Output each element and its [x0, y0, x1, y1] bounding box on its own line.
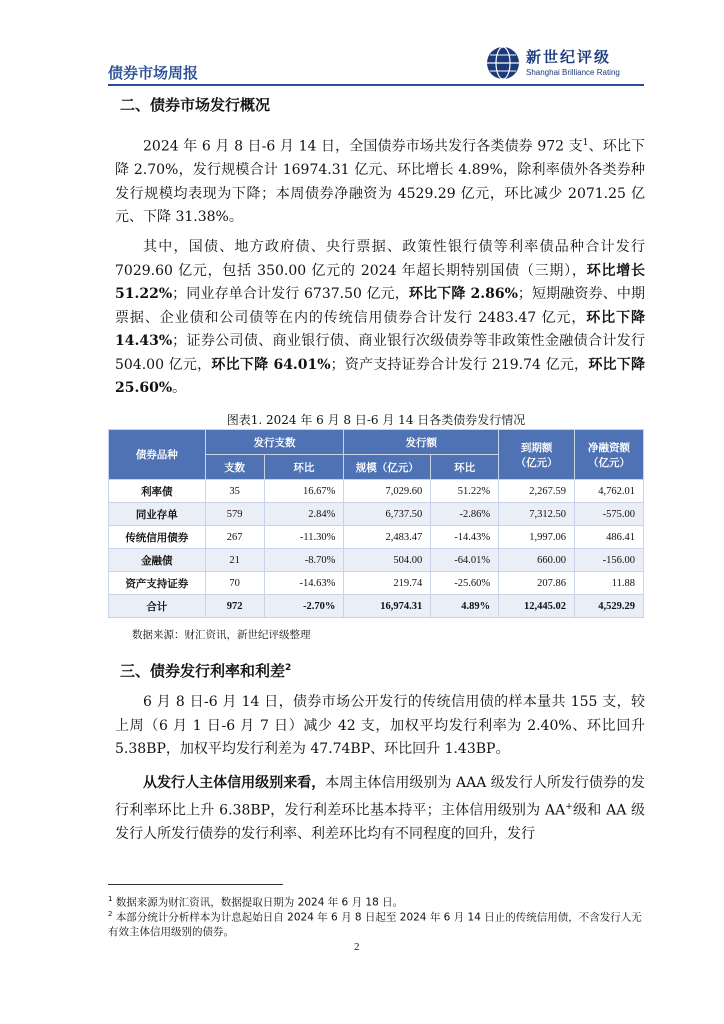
- footnote-ref-2[interactable]: 2: [285, 663, 292, 673]
- table-cell: 4.89%: [431, 595, 499, 618]
- brand-logo: [486, 44, 646, 84]
- table-cell: 4,762.01: [575, 480, 644, 503]
- header-issue-amount: 发行额: [344, 430, 499, 455]
- row-label: 同业存单: [109, 503, 206, 526]
- report-title: 债券市场周报: [108, 64, 199, 82]
- page-number: 2: [354, 941, 360, 953]
- table-cell: 7,029.60: [344, 480, 431, 503]
- header-count-change: 环比: [264, 455, 344, 480]
- paragraph-overview: 2024 年 6 月 8 日-6 月 14 日，全国债券市场共发行各类债券 972 支$^1$、环比下降 2.70%，发行规模合计 16974.31 亿元、环比增长 4.89%，除利率债外各类券种发行规模均表现为下降；本周债券净融资为 4529.29 亿元，环比减少 2071.25 亿元、下降 31.38%。: [115, 138, 646, 226]
- table-cell: -2.86%: [431, 503, 499, 526]
- table-source: 数据来源：财汇资讯，新世纪评级整理: [132, 629, 311, 641]
- table-cell: -575.00: [575, 503, 644, 526]
- table-cell: 12,445.02: [499, 595, 575, 618]
- section-title-rates-spreads: 三、债券发行利率和利差$^2$: [120, 662, 292, 680]
- row-label: 金融债: [109, 549, 206, 572]
- header-scale: 规模（亿元）: [344, 455, 431, 480]
- table-cell: 972: [205, 595, 264, 618]
- table-cell: 21: [205, 549, 264, 572]
- table-cell: -8.70%: [264, 549, 344, 572]
- table-cell: 2.84%: [264, 503, 344, 526]
- table-cell: 219.74: [344, 572, 431, 595]
- row-label: 利率债: [109, 480, 206, 503]
- table-row: [109, 480, 644, 503]
- table-cell: 2,483.47: [344, 526, 431, 549]
- table-cell: 70: [205, 572, 264, 595]
- paragraph-rates: 6 月 8 日-6 月 14 日，债券市场公开发行的传统信用债的样本量共 155 支，较上周（6 月 1 日-6 月 7 日）减少 42 支，加权平均发行利率为 2.40%、环比回升 5.38BP，加权平均发行利差为 47.74BP、环比回升 1.43BP。: [115, 694, 645, 757]
- footnote-2: $^2$ 本部分统计分析样本为计息起始日自 2024 年 6 月 8 日起至 2024 年 6 月 14 日止的传统信用债，不含发行人无有效主体信用级别的债券。: [108, 910, 642, 938]
- table-cell: 51.22%: [431, 480, 499, 503]
- row-label: 资产支持证券: [109, 572, 206, 595]
- table-cell: -25.60%: [431, 572, 499, 595]
- table-cell: 504.00: [344, 549, 431, 572]
- row-label: 传统信用债券: [109, 526, 206, 549]
- table-cell: 267: [205, 526, 264, 549]
- table-cell: -2.70%: [264, 595, 344, 618]
- table-row: [109, 572, 644, 595]
- row-label: 合计: [109, 595, 206, 618]
- table-cell: 579: [205, 503, 264, 526]
- table-row: [109, 526, 644, 549]
- table-cell: 7,312.50: [499, 503, 575, 526]
- table-cell: 16,974.31: [344, 595, 431, 618]
- header-scale-change: 环比: [431, 455, 499, 480]
- table-caption: 图表1. 2024 年 6 月 8 日-6 月 14 日各类债券发行情况: [226, 413, 526, 427]
- table-cell: -11.30%: [264, 526, 344, 549]
- table-cell: 1,997.06: [499, 526, 575, 549]
- table-cell: 4,529.29: [575, 595, 644, 618]
- issuance-table: [108, 429, 644, 618]
- logo-chinese-name: 新世纪评级: [526, 48, 612, 66]
- table-cell: 2,267.59: [499, 480, 575, 503]
- table-row: [109, 503, 644, 526]
- table-cell: 16.67%: [264, 480, 344, 503]
- globe-logo-icon: [486, 46, 520, 80]
- paragraph-breakdown: 其中，国债、地方政府债、央行票据、政策性银行债等利率债品种合计发行 7029.60 亿元，包括 350.00 亿元的 2024 年超长期特别国债（三期），环比增长 51.22%；同业存单合计发行 6737.50 亿元，环比下降 2.86%；短期融资券、中期票据、企业债和公司债等在内的传统信用债券合计发行 2483.47 亿元，环比下降 14.43%；证券公司债、商业银行债、商业银行次级债券等非政策性金融债合计发行 504.00 亿元，环比下降 64.01%；资产支持证券合计发行 219.74 亿元，环比下降 25.60%。: [115, 239, 646, 396]
- paragraph-rating-levels: 从发行人主体信用级别来看，本周主体信用级别为 AAA 级发行人所发行债券的发行利率环比上升 6.38BP，发行利差环比基本持平；主体信用级别为 AA+级和 AA 级发行人所发行债券的发行利率、利差环比均有不同程度的回升，发行: [115, 775, 646, 842]
- header-divider: [108, 84, 644, 86]
- table-cell: -156.00: [575, 549, 644, 572]
- header-issue-count: 发行支数: [205, 430, 344, 455]
- table-cell: 6,737.50: [344, 503, 431, 526]
- header-maturity: 到期额 （亿元）: [499, 430, 575, 480]
- table-cell: 207.86: [499, 572, 575, 595]
- header-count: 支数: [205, 455, 264, 480]
- table-cell: -64.01%: [431, 549, 499, 572]
- table-row: [109, 549, 644, 572]
- logo-english-name: Shanghai Brilliance Rating: [526, 68, 620, 77]
- header-kind: 债券品种: [109, 430, 206, 480]
- table-cell: 35: [205, 480, 264, 503]
- table-cell: 486.41: [575, 526, 644, 549]
- header-net-financing: 净融资额 （亿元）: [575, 430, 644, 480]
- footnote-divider: [108, 884, 283, 885]
- section-title-issuance: 二、债券市场发行概况: [120, 96, 271, 114]
- table-cell: 660.00: [499, 549, 575, 572]
- table-row: [109, 595, 644, 618]
- footnote-1: $^1$ 数据来源为财汇资讯，数据提取日期为 2024 年 6 月 18 日。: [108, 895, 404, 909]
- table-cell: 11.88: [575, 572, 644, 595]
- footnote-ref-1[interactable]: 1: [582, 138, 589, 148]
- table-cell: -14.43%: [431, 526, 499, 549]
- table-cell: -14.63%: [264, 572, 344, 595]
